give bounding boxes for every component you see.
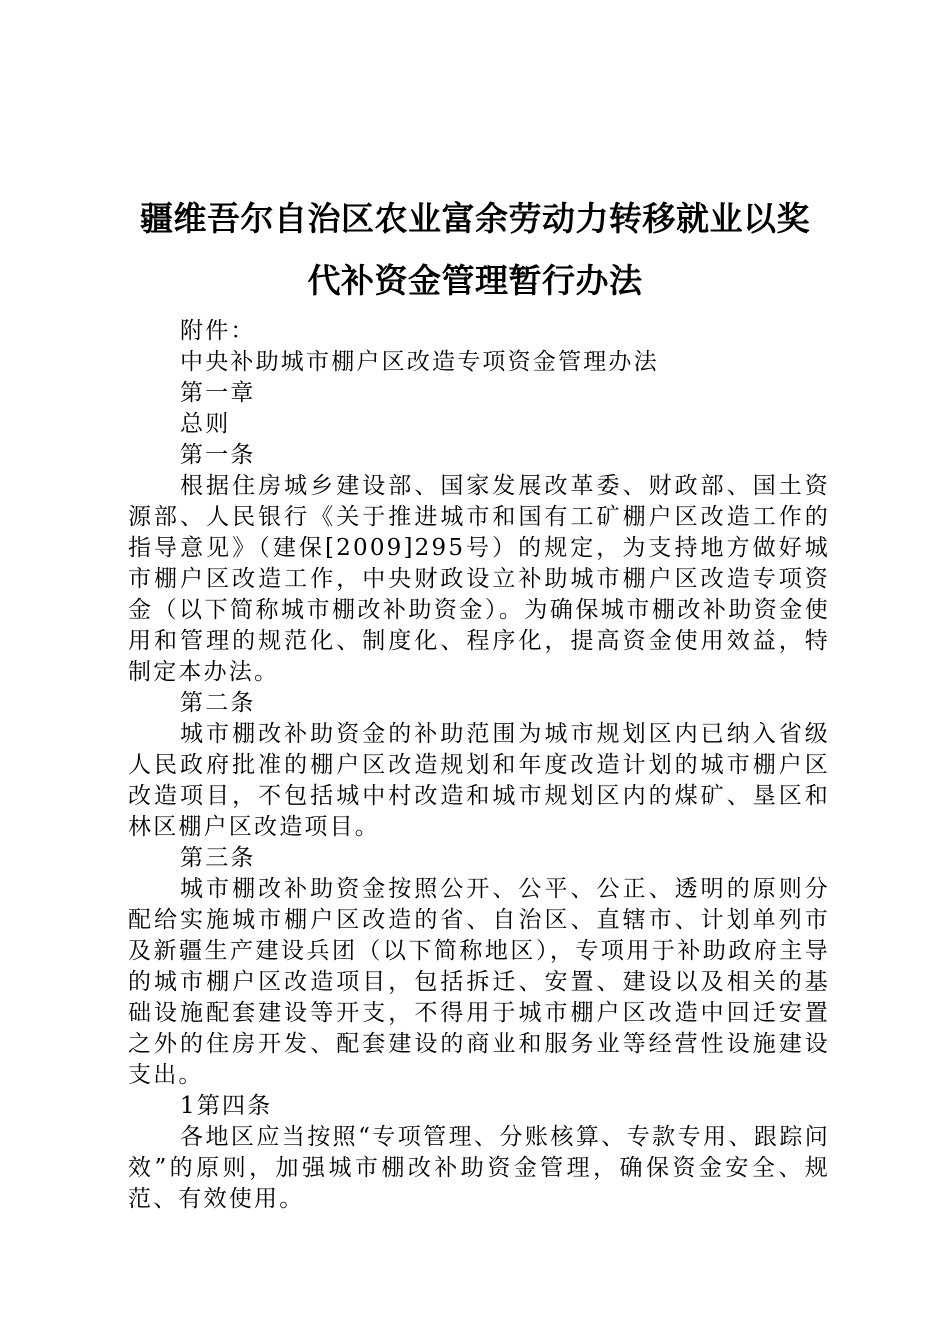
article-2-text: 城市棚改补助资金的补助范围为城市规划区内已纳入省级人民政府批准的棚户区改造规划和年度改造计划的城市棚户区改造项目，不包括城中村改造和城市规划区内的煤矿、垦区和林区棚户区改造项目。 [128,721,830,840]
article-4-text: 各地区应当按照“专项管理、分账核算、专款专用、跟踪问效”的原则，加强城市棚改补助资金管理，确保资金安全、规范、有效使用。 [128,1124,830,1212]
attachment-label: 附件： [180,318,256,344]
article-1-text: 根据住房城乡建设部、国家发展改革委、财政部、国土资源部、人民银行《关于推进城市和国有工矿棚户区改造工作的指导意见》（建保[2009]295号）的规定，为支持地方做好城市棚户区改造工作，中央财政设立补助城市棚户区改造专项资金（以下简称城市棚改补助资金）。为确保城市棚改补助资金使用和管理的规范化、制度化、程序化，提高资金使用效益，特制定本办法。 [128,473,830,685]
document-body [128,316,830,1215]
article-3-text: 城市棚改补助资金按照公开、公平、公正、透明的原则分配给实施城市棚户区改造的省、自治区、直辖市、计划单列市及新疆生产建设兵团（以下简称地区），专项用于补助政府主导的城市棚户区改造项目，包括拆迁、安置、建设以及相关的基础设施配套建设等开支，不得用于城市棚户区改造中回迁安置之外的住房开发、配套建设的商业和服务业等经营性设施建设支出。 [128,876,830,1088]
article-1-heading: 第一条 [180,442,256,468]
attachment-title: 中央补助城市棚户区改造专项资金管理办法 [180,349,659,375]
chapter-heading: 第一章 [180,380,256,406]
document-title: 疆维吾尔自治区农业富余劳动力转移就业以奖 代补资金管理暂行办法 [140,199,810,300]
article-2-heading: 第二条 [180,690,256,716]
article-3-heading: 第三条 [180,845,256,871]
article-4-heading: 1第四条 [180,1093,273,1119]
chapter-name: 总则 [180,411,231,437]
